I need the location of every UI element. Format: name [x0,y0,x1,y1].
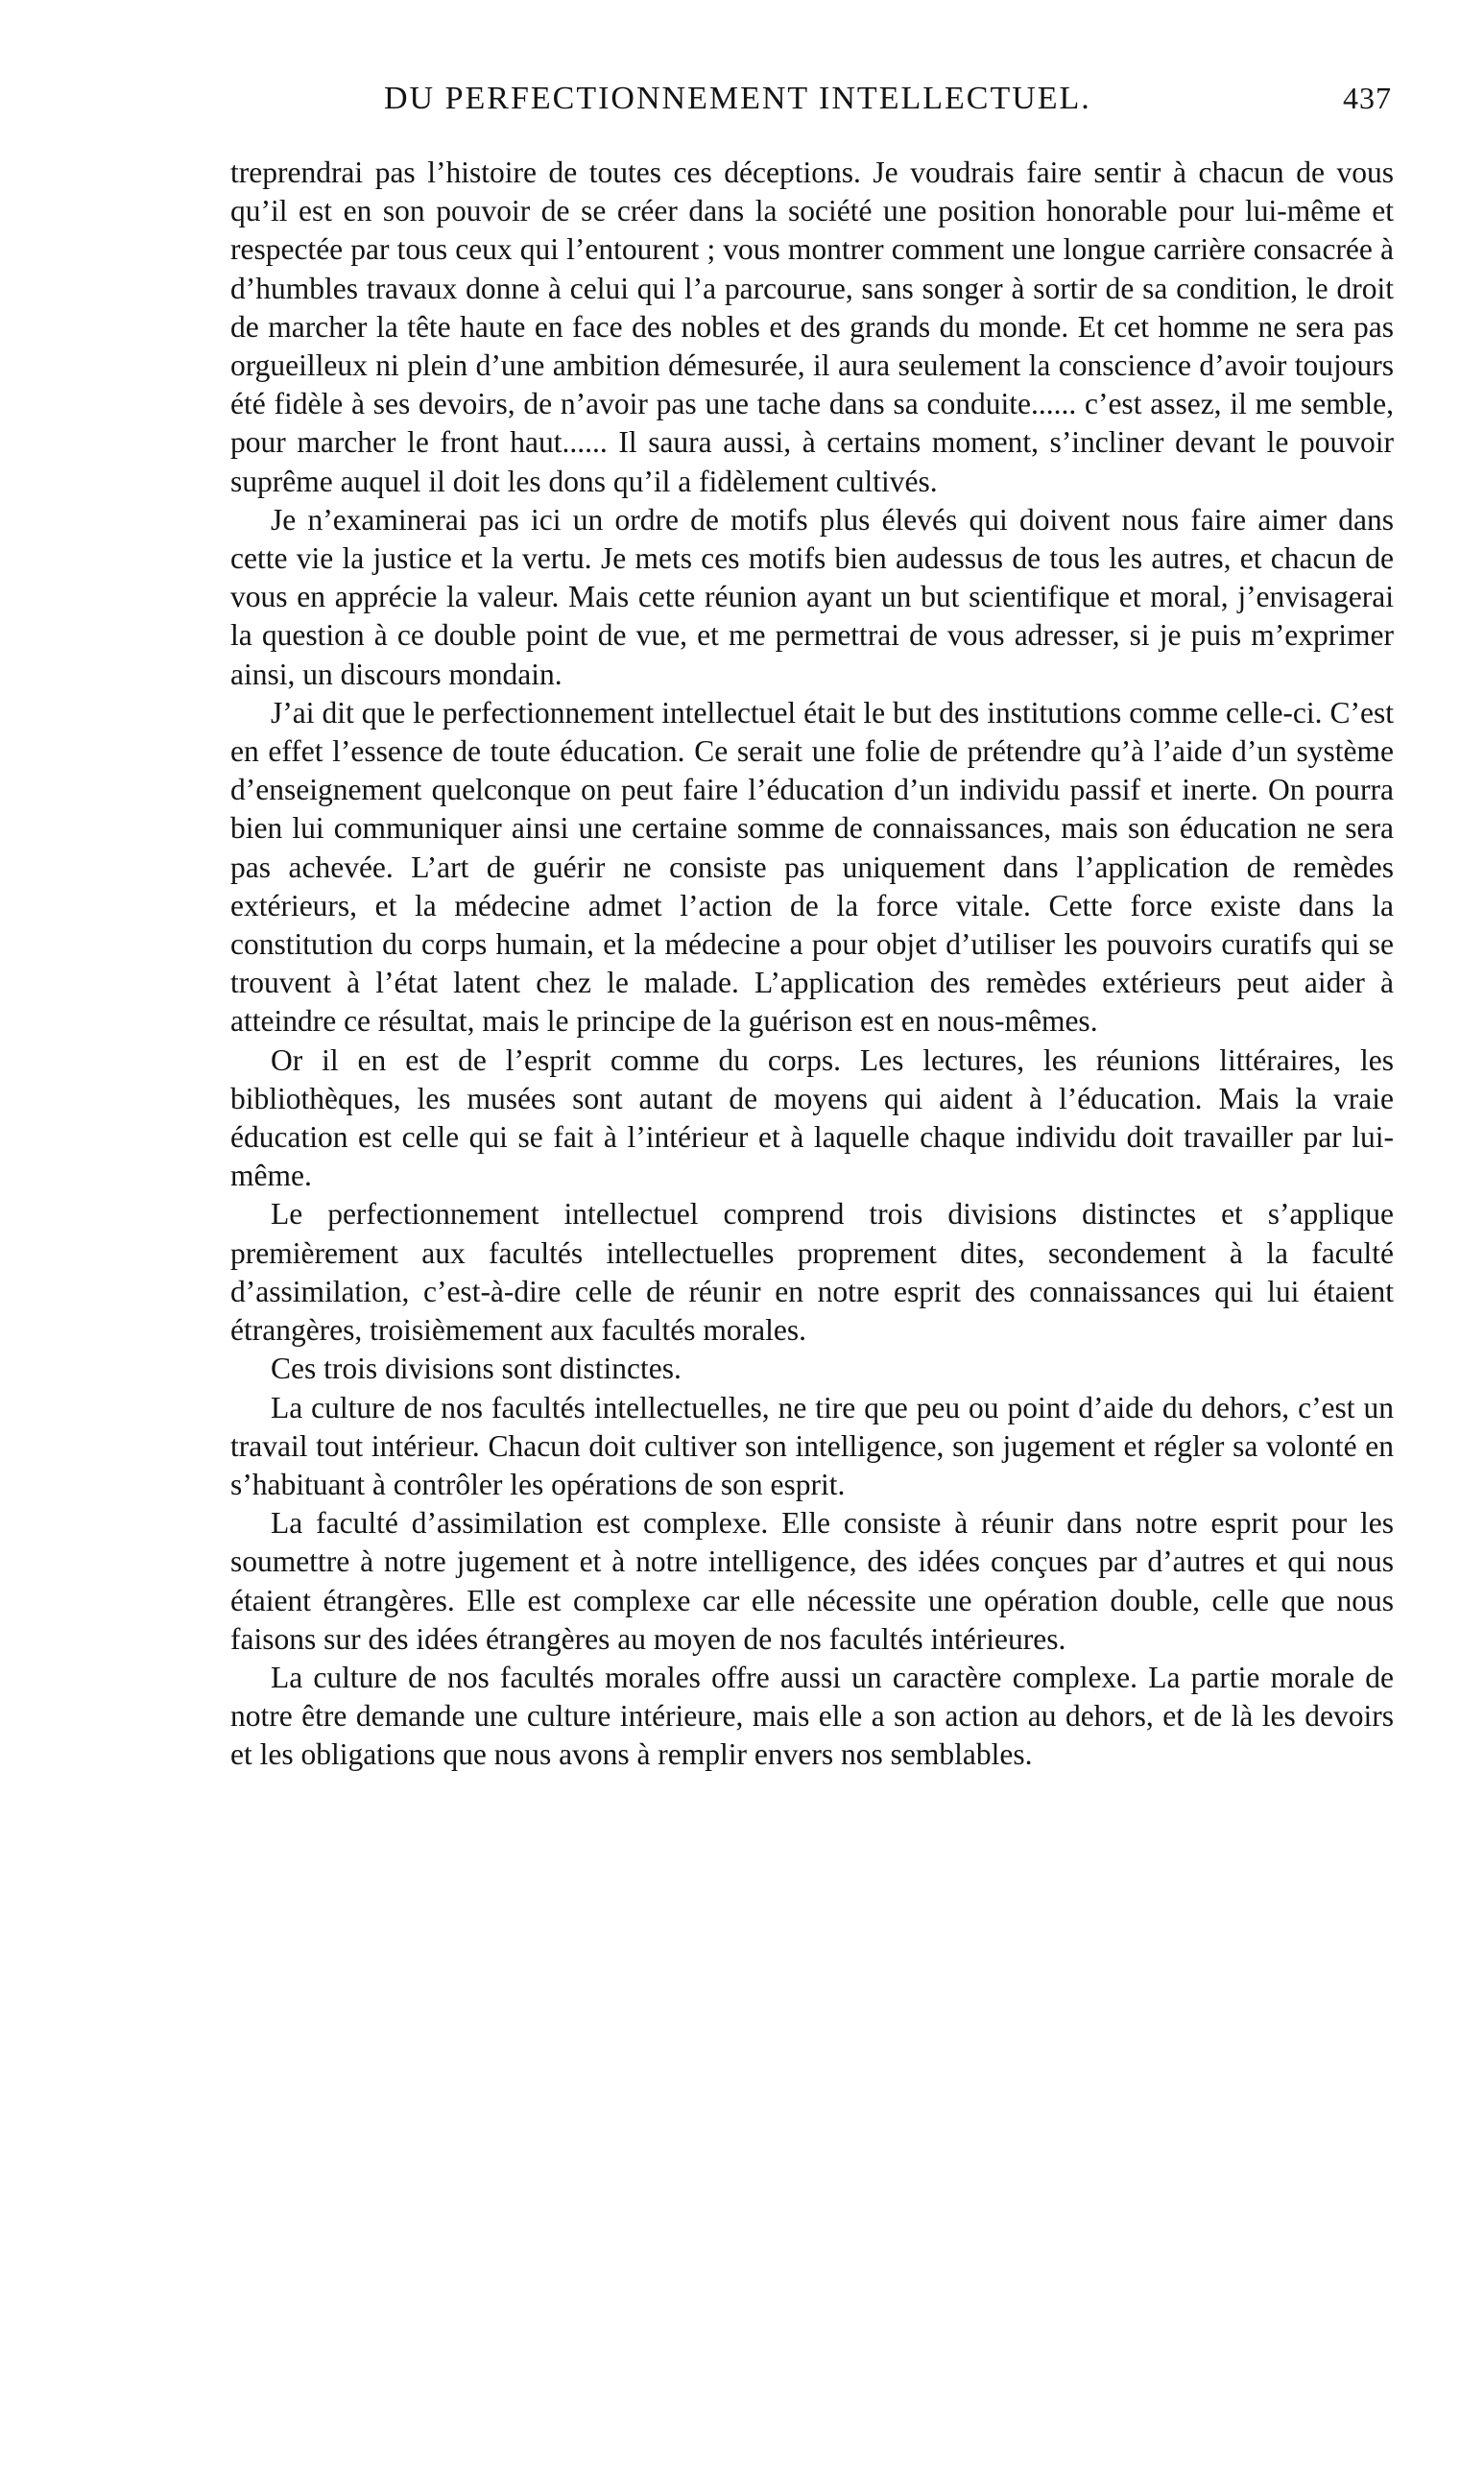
running-head [384,81,1392,129]
paragraph: La faculté d’assimilation est complexe. Elle consiste à réunir dans notre esprit pour les soumettre à notre jugement et à notre intelligence, des idées conçues par d’autres et qui nous étaient étrangères. Elle est complexe car elle nécessite une opération double, celle que nous faisons sur des idées étrangères au moyen de nos facultés intérieures. [230,1506,1394,1656]
body-text [230,154,1394,1775]
paragraph: J’ai dit que le perfectionnement intellectuel était le but des institutions comme celle-ci. C’est en effet l’essence de toute éducation. Ce serait une folie de prétendre qu’à l’aide d’un système d’enseignement quelconque on peut faire l’éducation d’un individu passif et inerte. On pourra bien lui communiquer ainsi une certaine somme de connaissances, mais son éducation ne sera pas achevée. L’art de guérir ne consiste pas uniquement dans l’application de remèdes extérieurs, et la médecine admet l’action de la force vitale. Cette force existe dans la constitution du corps humain, et la médecine a pour objet d’utiliser les pouvoirs curatifs qui se trouvent à l’état latent chez le malade. L’application des remèdes extérieurs peut aider à atteindre ce résultat, mais le principe de la guérison est en nous-mêmes. [230,695,1394,1039]
paragraph: Je n’examinerai pas ici un ordre de motifs plus élevés qui doivent nous faire aimer dans cette vie la justice et la vertu. Je mets ces motifs bien audessus de tous les autres, et chacun de vous en apprécie la valeur. Mais cette réunion ayant un but scientifique et moral, j’envisagerai la question à ce double point de vue, et me permettrai de vous adresser, si je puis m’exprimer ainsi, un discours mondain. [230,502,1394,691]
paragraph: La culture de nos facultés morales offre aussi un caractère complexe. La partie morale de notre être demande une culture intérieure, mais elle a son action au dehors, et de là les devoirs et les obligations que nous avons à remplir envers nos semblables. [230,1660,1394,1772]
paragraph: La culture de nos facultés intellectuelles, ne tire que peu ou point d’aide du dehors, c’est un travail tout intérieur. Chacun doit cultiver son intelligence, son jugement et régler sa volonté en s’habituant à contrôler les opérations de son esprit. [230,1390,1394,1501]
paragraph: Ces trois divisions sont distinctes. [271,1352,682,1386]
page-number: 437 [1343,81,1392,115]
paragraph: Or il en est de l’esprit comme du corps. Les lectures, les réunions littéraires, les bibliothèques, les musées sont autant de moyens qui aident à l’éducation. Mais la vraie éducation est celle qui se fait à l’intérieur et à laquelle chaque individu doit travailler par lui-même. [230,1042,1394,1193]
paragraph: Le perfectionnement intellectuel comprend trois divisions distinctes et s’applique premièrement aux facultés intellectuelles proprement dites, secondement à la faculté d’assimilation, c’est-à-dire celle de réunir en notre esprit des connaissances qui lui étaient étrangères, troisièmement aux facultés morales. [230,1197,1394,1348]
running-title: DU PERFECTIONNEMENT INTELLECTUEL. [384,81,1091,116]
paragraph: treprendrai pas l’histoire de toutes ces déceptions. Je voudrais faire sentir à chacun de vous qu’il est en son pouvoir de se créer dans la société une position honorable pour lui-même et respectée par tous ceux qui l’entourent ; vous montrer comment une longue carrière consacrée à d’humbles travaux donne à celui qui l’a parcourue, sans songer à sortir de sa condition, le droit de marcher la tête haute en face des nobles et des grands du monde. Et cet homme ne sera pas orgueilleux ni plein d’une ambition démesurée, il aura seulement la conscience d’avoir toujours été fidèle à ses devoirs, de n’avoir pas une tache dans sa conduite...... c’est assez, il me semble, pour marcher le front haut...... Il saura aussi, à certains moment, s’incliner devant le pouvoir suprême auquel il doit les dons qu’il a fidèlement cultivés. [230,156,1394,498]
